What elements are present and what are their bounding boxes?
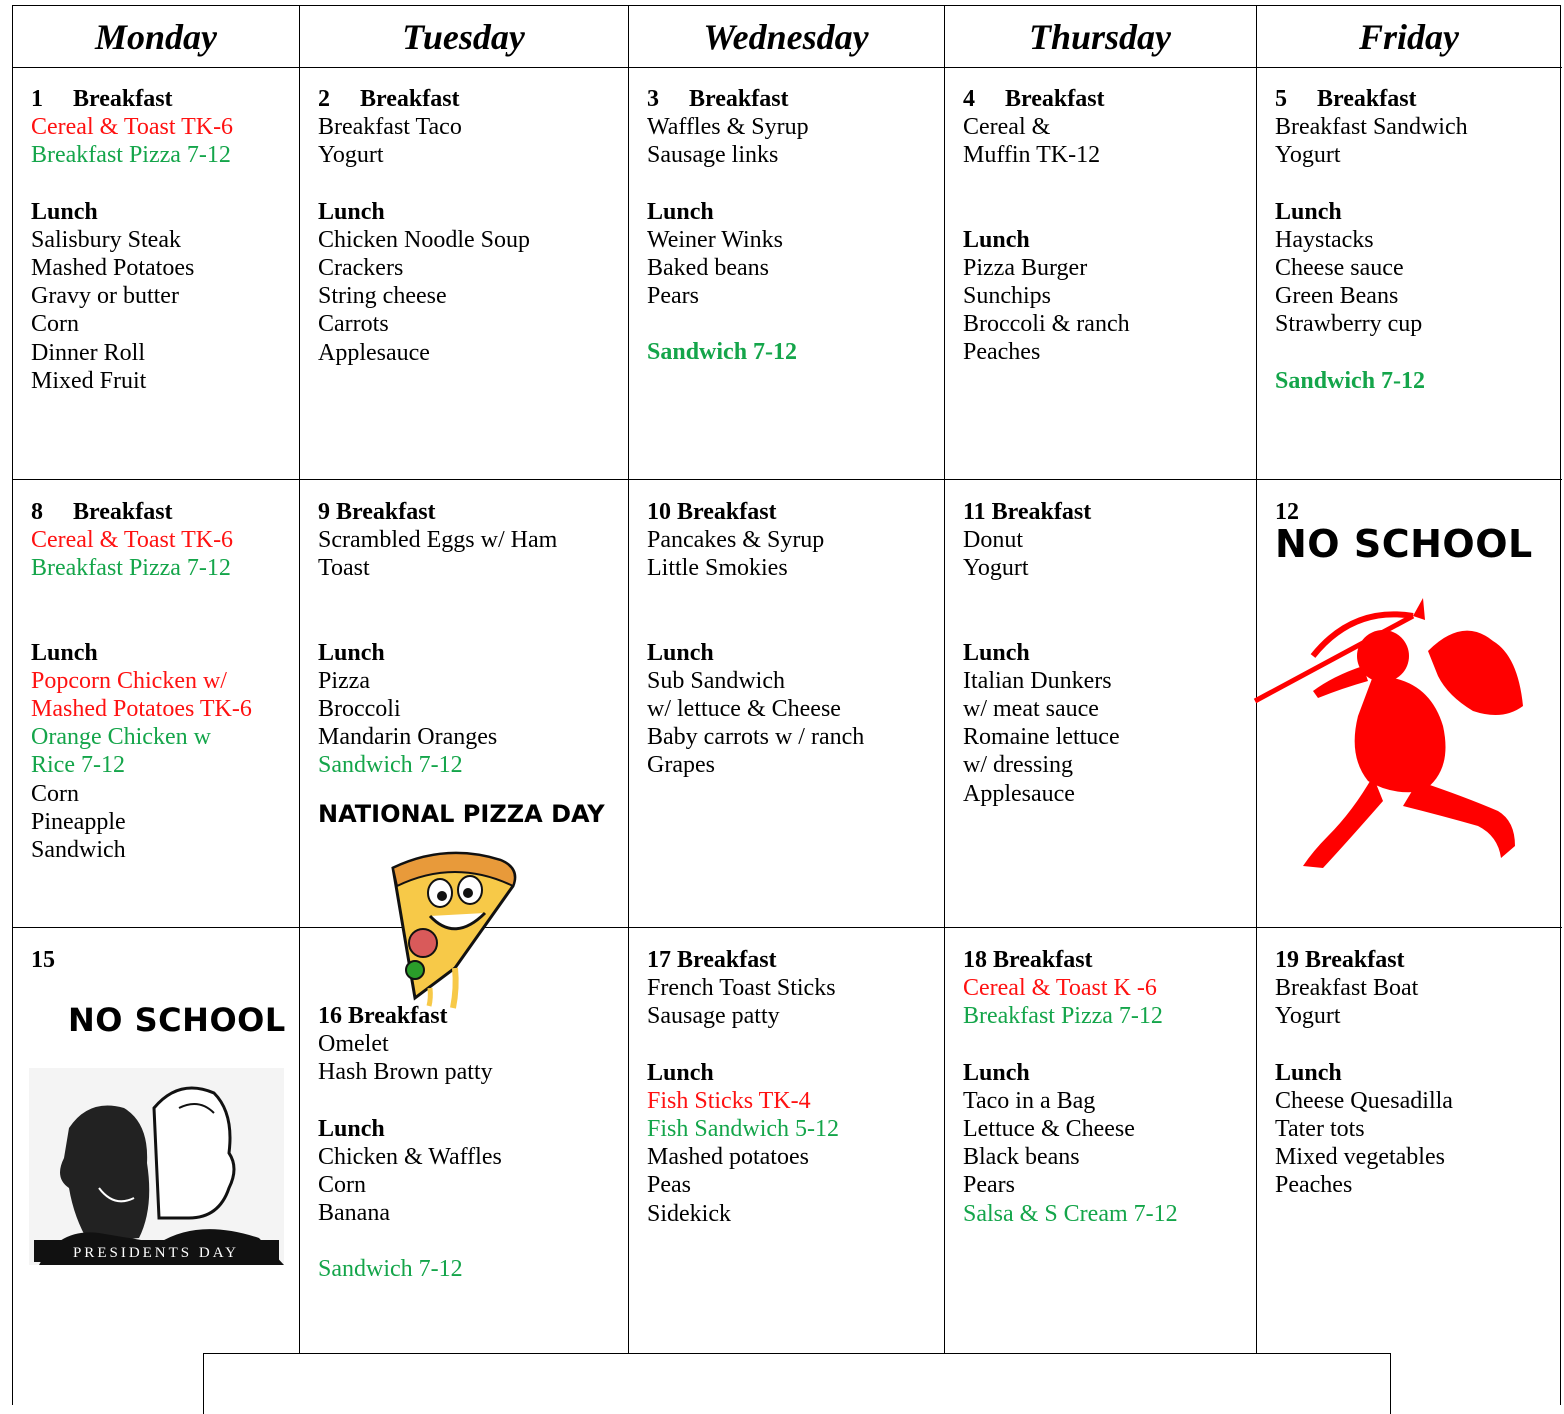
menu-item: Mixed vegetables (1275, 1144, 1445, 1171)
lunch-label: Lunch (318, 639, 385, 666)
menu-item: Baked beans (647, 255, 769, 282)
day-cell-2 (318, 85, 530, 367)
menu-item: Black beans (963, 1144, 1080, 1171)
day-heading (647, 85, 809, 113)
menu-item: Orange Chicken w (31, 724, 211, 751)
breakfast-label: Breakfast (1005, 86, 1105, 112)
lunch-label: Lunch (1275, 1059, 1342, 1086)
day-cell-4 (963, 85, 1130, 367)
lunch-label: Lunch (963, 639, 1030, 666)
menu-item: Rice 7-12 (31, 752, 125, 779)
menu-item: Italian Dunkers (963, 667, 1112, 694)
menu-item: Yogurt (963, 555, 1029, 582)
day-heading: 11 Breakfast (963, 499, 1092, 525)
lunch-label: Lunch (647, 198, 714, 225)
row-divider (13, 479, 1562, 480)
menu-item: Peaches (1275, 1172, 1353, 1199)
day-heading: 18 Breakfast (963, 947, 1093, 973)
day-header-friday: Friday (1358, 17, 1459, 57)
menu-item: Mashed potatoes (647, 1144, 809, 1171)
day-number: 1 (31, 86, 43, 112)
menu-item: Breakfast Sandwich (1275, 114, 1468, 141)
day-number: 2 (318, 86, 330, 112)
day-cell-15 (31, 946, 55, 974)
day-number: 3 (647, 86, 659, 112)
menu-item: Tater tots (1275, 1116, 1365, 1143)
menu-item: Toast (318, 555, 370, 582)
breakfast-label: Breakfast (1317, 86, 1417, 112)
breakfast-label: Breakfast (360, 86, 460, 112)
day-cell-18 (963, 946, 1178, 1228)
lunch-label: Lunch (31, 198, 98, 225)
menu-item: Breakfast Pizza 7-12 (31, 142, 231, 169)
day-cell-5 (1275, 85, 1468, 395)
menu-item: Cereal & Toast TK-6 (31, 527, 234, 554)
day-cell-11 (963, 498, 1120, 808)
menu-item: Applesauce (963, 780, 1075, 807)
day-heading: 16 Breakfast (318, 1003, 448, 1029)
day-number: 4 (963, 86, 975, 112)
menu-item: Broccoli & ranch (963, 311, 1130, 338)
menu-item: Waffles & Syrup (647, 114, 809, 141)
day-heading (1275, 85, 1468, 113)
menu-item: Corn (31, 311, 79, 338)
day-header-monday: Monday (94, 17, 217, 57)
day-header-tuesday: Tuesday (402, 17, 525, 57)
menu-item: Sausage links (647, 142, 779, 169)
cupid-icon (1253, 596, 1533, 876)
menu-item: Broccoli (318, 696, 401, 723)
breakfast-label: Breakfast (73, 86, 173, 112)
menu-item: Lettuce & Cheese (963, 1116, 1135, 1143)
day-cell-1 (31, 85, 233, 395)
menu-item: Cheese sauce (1275, 255, 1404, 282)
menu-item: w/ dressing (963, 752, 1073, 779)
day-cell-17 (647, 946, 839, 1228)
day-cell-8 (31, 498, 252, 864)
day-heading (31, 498, 252, 526)
menu-item: Romaine lettuce (963, 724, 1120, 751)
row-divider (13, 927, 1562, 928)
menu-item: Yogurt (1275, 1003, 1341, 1030)
menu-item: Sidekick (647, 1200, 731, 1227)
menu-item: Sandwich (31, 837, 126, 864)
menu-item: Peaches (963, 339, 1041, 366)
presidents-day-caption: PRESIDENTS DAY (72, 1245, 240, 1261)
calendar-grid (12, 5, 1561, 1405)
pizza-slice-icon (385, 848, 525, 1013)
menu-item: Sandwich 7-12 (318, 752, 463, 779)
menu-item: Crackers (318, 255, 404, 282)
menu-item: w/ lettuce & Cheese (647, 696, 841, 723)
menu-item: Sandwich 7-12 (318, 1256, 463, 1283)
menu-item: Corn (31, 780, 79, 807)
menu-item: Pineapple (31, 808, 126, 835)
menu-item: Mandarin Oranges (318, 724, 498, 751)
menu-item: Strawberry cup (1275, 311, 1423, 338)
menu-item: Grapes (647, 752, 715, 779)
menu-item: Peas (647, 1172, 691, 1199)
menu-item: Cereal & Toast K -6 (963, 975, 1157, 1002)
menu-item: w/ meat sauce (963, 696, 1099, 723)
breakfast-label: Breakfast (73, 499, 173, 525)
day-heading: 9 Breakfast (318, 499, 436, 525)
menu-item: Green Beans (1275, 283, 1399, 310)
lunch-label: Lunch (963, 1059, 1030, 1086)
no-school-banner: NO SCHOOL (1275, 522, 1533, 567)
menu-item: Pancakes & Syrup (647, 527, 825, 554)
menu-item: Pizza (318, 667, 370, 694)
lunch-label: Lunch (647, 1059, 714, 1086)
lunch-label: Lunch (318, 198, 385, 225)
day-number: 5 (1275, 86, 1287, 112)
menu-item: Yogurt (1275, 142, 1341, 169)
day-cell-19 (1275, 946, 1453, 1200)
menu-item: Sandwich 7-12 (647, 339, 798, 366)
menu-item: Salisbury Steak (31, 226, 181, 253)
lunch-label: Lunch (647, 639, 714, 666)
menu-item: Haystacks (1275, 226, 1374, 253)
menu-item: Dinner Roll (31, 339, 145, 366)
column-divider (944, 6, 945, 1354)
menu-item: Breakfast Pizza 7-12 (31, 555, 231, 582)
day-number: 15 (31, 947, 55, 973)
day-number: 8 (31, 499, 43, 525)
lunch-label: Lunch (31, 639, 98, 666)
menu-item: Popcorn Chicken w/ (31, 667, 227, 694)
menu-item: Carrots (318, 311, 389, 338)
day-cell-3 (647, 85, 809, 367)
menu-item: Breakfast Taco (318, 114, 462, 141)
menu-item: Donut (963, 527, 1023, 554)
menu-item: Weiner Winks (647, 226, 783, 253)
menu-item: Pears (963, 1172, 1015, 1199)
menu-item: Breakfast Pizza 7-12 (963, 1003, 1163, 1030)
menu-item: Baby carrots w / ranch (647, 724, 865, 751)
menu-item: Chicken & Waffles (318, 1143, 502, 1170)
day-heading: 19 Breakfast (1275, 947, 1405, 973)
day-header-thursday: Thursday (1028, 17, 1172, 57)
breakfast-label: Breakfast (689, 86, 789, 112)
lunch-label: Lunch (318, 1115, 385, 1142)
menu-item: Mashed Potatoes (31, 255, 195, 282)
menu-item: Gravy or butter (31, 283, 179, 310)
menu-item: Fish Sandwich 5-12 (647, 1116, 839, 1143)
menu-item: Sausage patty (647, 1003, 780, 1030)
menu-item: Sandwich 7-12 (1275, 367, 1426, 394)
day-cell-9 (318, 498, 605, 828)
menu-item: Fish Sticks TK-4 (647, 1087, 811, 1114)
menu-item: Hash Brown patty (318, 1059, 493, 1086)
menu-item: Cereal & (963, 114, 1051, 141)
day-cell-16 (318, 1002, 502, 1284)
menu-item: Sub Sandwich (647, 667, 785, 694)
menu-item: French Toast Sticks (647, 975, 836, 1002)
day-cell-12 (1275, 498, 1533, 567)
day-heading: 10 Breakfast (647, 499, 777, 525)
day-heading (31, 85, 233, 113)
menu-item: Sunchips (963, 283, 1052, 310)
column-divider (628, 6, 629, 1354)
menu-item: Pears (647, 283, 699, 310)
menu-item: Little Smokies (647, 555, 788, 582)
day-header-wednesday: Wednesday (703, 17, 869, 57)
day-heading (318, 85, 530, 113)
day-heading (963, 85, 1130, 113)
day-cell-10 (647, 498, 864, 780)
day-number: 12 (1275, 499, 1299, 525)
menu-item: Mashed Potatoes TK-6 (31, 696, 252, 723)
menu-item: Chicken Noodle Soup (318, 226, 530, 253)
menu-item: Breakfast Boat (1275, 975, 1419, 1002)
lunch-label: Lunch (963, 226, 1030, 253)
lunch-label: Lunch (1275, 198, 1342, 225)
menu-item: Applesauce (318, 339, 430, 366)
national-pizza-day-banner: NATIONAL PIZZA DAY (318, 799, 605, 828)
menu-item: Muffin TK-12 (963, 142, 1101, 169)
menu-item: Cheese Quesadilla (1275, 1087, 1453, 1114)
menu-item: Yogurt (318, 142, 384, 169)
no-school-banner: NO SCHOOL (68, 1001, 286, 1039)
day-heading: 17 Breakfast (647, 947, 777, 973)
menu-item: Taco in a Bag (963, 1087, 1096, 1114)
menu-item: Cereal & Toast TK-6 (31, 114, 234, 141)
menu-item: Omelet (318, 1031, 389, 1058)
menu-item: Banana (318, 1200, 390, 1227)
column-divider (299, 6, 300, 1354)
menu-item: Pizza Burger (963, 254, 1088, 281)
menu-item: Corn (318, 1172, 366, 1199)
menu-item: Mixed Fruit (31, 367, 147, 394)
menu-item: Scrambled Eggs w/ Ham (318, 527, 558, 554)
menu-item: Salsa & S Cream 7-12 (963, 1200, 1178, 1227)
presidents-day-image (29, 1068, 284, 1265)
menu-item: String cheese (318, 283, 447, 310)
